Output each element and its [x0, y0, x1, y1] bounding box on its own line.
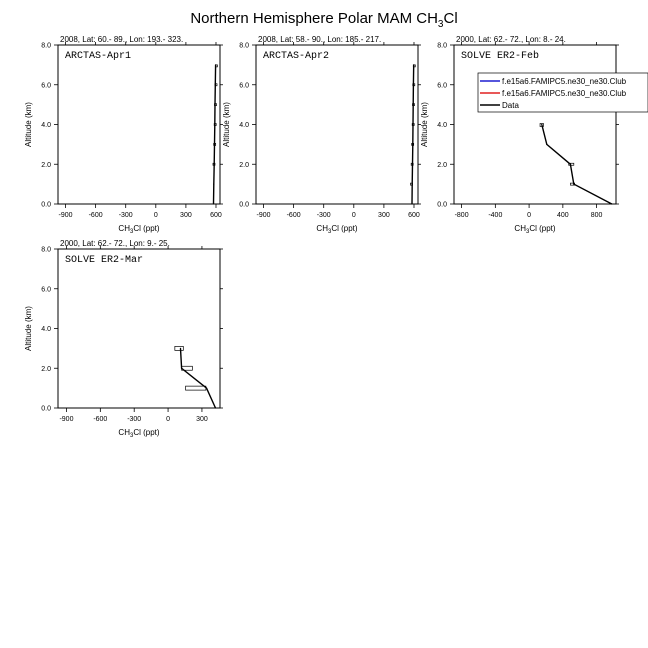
- x-axis-label: $CH_3Cl$ (ppt): [118, 224, 160, 235]
- x-tick-label: 300: [180, 212, 192, 219]
- y-tick-label: 0.0: [437, 201, 447, 209]
- data-point: [214, 124, 215, 125]
- data-point: [215, 407, 216, 408]
- y-tick-label: 2.0: [41, 161, 51, 169]
- x-axis-label: $CH_3Cl$ (ppt): [316, 224, 358, 235]
- y-tick-label: 4.0: [41, 326, 51, 333]
- y-tick-label: 8.0: [41, 42, 51, 50]
- data-point: [214, 104, 215, 105]
- x-tick-label: -900: [256, 212, 271, 219]
- x-tick-label: 0: [153, 212, 158, 219]
- x-tick-label: -900: [58, 212, 73, 219]
- data-point: [180, 348, 181, 349]
- data-point: [413, 104, 414, 105]
- chart-panel-2: [222, 35, 421, 235]
- x-tick-label: 600: [408, 212, 420, 219]
- y-axis-label: Altitude (km): [24, 102, 33, 147]
- y-tick-label: 6.0: [239, 82, 249, 90]
- y-tick-label: 6.0: [41, 82, 51, 90]
- data-point: [214, 164, 215, 165]
- x-axis-label: $CH_3Cl$ (ppt): [514, 224, 556, 235]
- x-tick-label: -600: [88, 212, 103, 219]
- campaign-label: ARCTAS-Apr2: [263, 51, 330, 62]
- panel-header: 2000, Lat: 62.- 72., Lon: 8.- 24.: [456, 35, 566, 44]
- panel-header: 2000, Lat: 62.- 72., Lon: 9.- 25.: [60, 239, 170, 248]
- data-series-line: [214, 65, 216, 204]
- campaign-label: SOLVE ER2-Mar: [65, 255, 144, 266]
- y-tick-label: 0.0: [41, 201, 51, 209]
- y-tick-label: 8.0: [437, 42, 447, 50]
- y-tick-label: 8.0: [239, 42, 249, 50]
- chart-panel-1: [24, 35, 223, 235]
- data-point: [215, 84, 216, 85]
- y-tick-label: 0.0: [41, 405, 51, 413]
- y-tick-label: 4.0: [437, 122, 447, 129]
- y-axis-label: Altitude (km): [222, 102, 231, 147]
- x-tick-label: -800: [454, 212, 469, 219]
- data-point: [413, 84, 414, 85]
- y-tick-label: 2.0: [437, 161, 447, 169]
- x-tick-label: 300: [196, 416, 208, 423]
- data-point: [573, 184, 574, 185]
- data-point: [412, 144, 413, 145]
- chart-panel-4: [24, 239, 223, 439]
- data-point: [206, 388, 207, 389]
- data-point: [213, 203, 214, 204]
- data-range-box: [186, 386, 206, 390]
- legend-label: Data: [502, 101, 519, 110]
- data-point: [412, 184, 413, 185]
- data-point: [213, 184, 214, 185]
- x-tick-label: -400: [488, 212, 503, 219]
- y-tick-label: 6.0: [41, 286, 51, 294]
- data-point: [411, 203, 412, 204]
- legend-label: f.e15a6.FAMIPC5.ne30_ne30.Club: [502, 77, 627, 86]
- y-tick-label: 6.0: [437, 82, 447, 90]
- legend-label: f.e15a6.FAMIPC5.ne30_ne30.Club: [502, 89, 627, 98]
- y-tick-label: 4.0: [41, 122, 51, 129]
- data-range-box: [175, 346, 183, 350]
- data-series-line: [412, 65, 414, 204]
- x-tick-label: -900: [59, 416, 74, 423]
- x-tick-label: 600: [210, 212, 222, 219]
- y-tick-label: 2.0: [239, 161, 249, 169]
- x-tick-label: 300: [378, 212, 390, 219]
- panel-header: 2008, Lat: 60.- 89., Lon: 193.- 323.: [60, 35, 184, 44]
- campaign-label: ARCTAS-Apr1: [65, 51, 132, 62]
- y-tick-label: 2.0: [41, 365, 51, 373]
- y-tick-label: 4.0: [239, 122, 249, 129]
- panel-header: 2008, Lat: 58.- 90., Lon: 185.- 217.: [258, 35, 382, 44]
- x-tick-label: -600: [93, 416, 108, 423]
- y-tick-label: 0.0: [239, 201, 249, 209]
- plot-frame: [256, 45, 418, 204]
- data-point: [413, 64, 414, 65]
- data-point: [546, 144, 547, 145]
- y-tick-label: 8.0: [41, 246, 51, 254]
- plot-frame: [58, 45, 220, 204]
- legend: [478, 73, 648, 112]
- data-point: [215, 64, 216, 65]
- data-point: [412, 164, 413, 165]
- x-tick-label: 800: [590, 212, 603, 219]
- x-axis-label: $CH_3Cl$ (ppt): [118, 428, 160, 439]
- data-point: [412, 124, 413, 125]
- x-tick-label: 0: [527, 212, 532, 219]
- panels: [24, 35, 648, 439]
- x-tick-label: -300: [127, 416, 142, 423]
- data-series-line: [181, 348, 216, 408]
- plot-frame: [58, 249, 220, 408]
- data-series-line: [542, 125, 612, 205]
- data-point: [611, 203, 612, 204]
- data-point: [214, 144, 215, 145]
- y-axis-label: Altitude (km): [24, 306, 33, 351]
- data-point: [570, 164, 571, 165]
- chart-panel-3: [420, 35, 619, 235]
- x-tick-label: 400: [557, 212, 569, 219]
- x-tick-label: 0: [351, 212, 356, 219]
- data-point: [181, 368, 182, 369]
- x-tick-label: 0: [166, 416, 171, 423]
- plot-frame: [454, 45, 616, 204]
- x-tick-label: -600: [286, 212, 301, 219]
- y-axis-label: Altitude (km): [420, 102, 429, 147]
- data-point: [541, 124, 542, 125]
- campaign-label: SOLVE ER2-Feb: [461, 51, 540, 62]
- x-tick-label: -300: [118, 212, 133, 219]
- x-tick-label: -300: [316, 212, 331, 219]
- figure-title: Northern Hemisphere Polar MAM $CH_3Cl$: [190, 10, 458, 30]
